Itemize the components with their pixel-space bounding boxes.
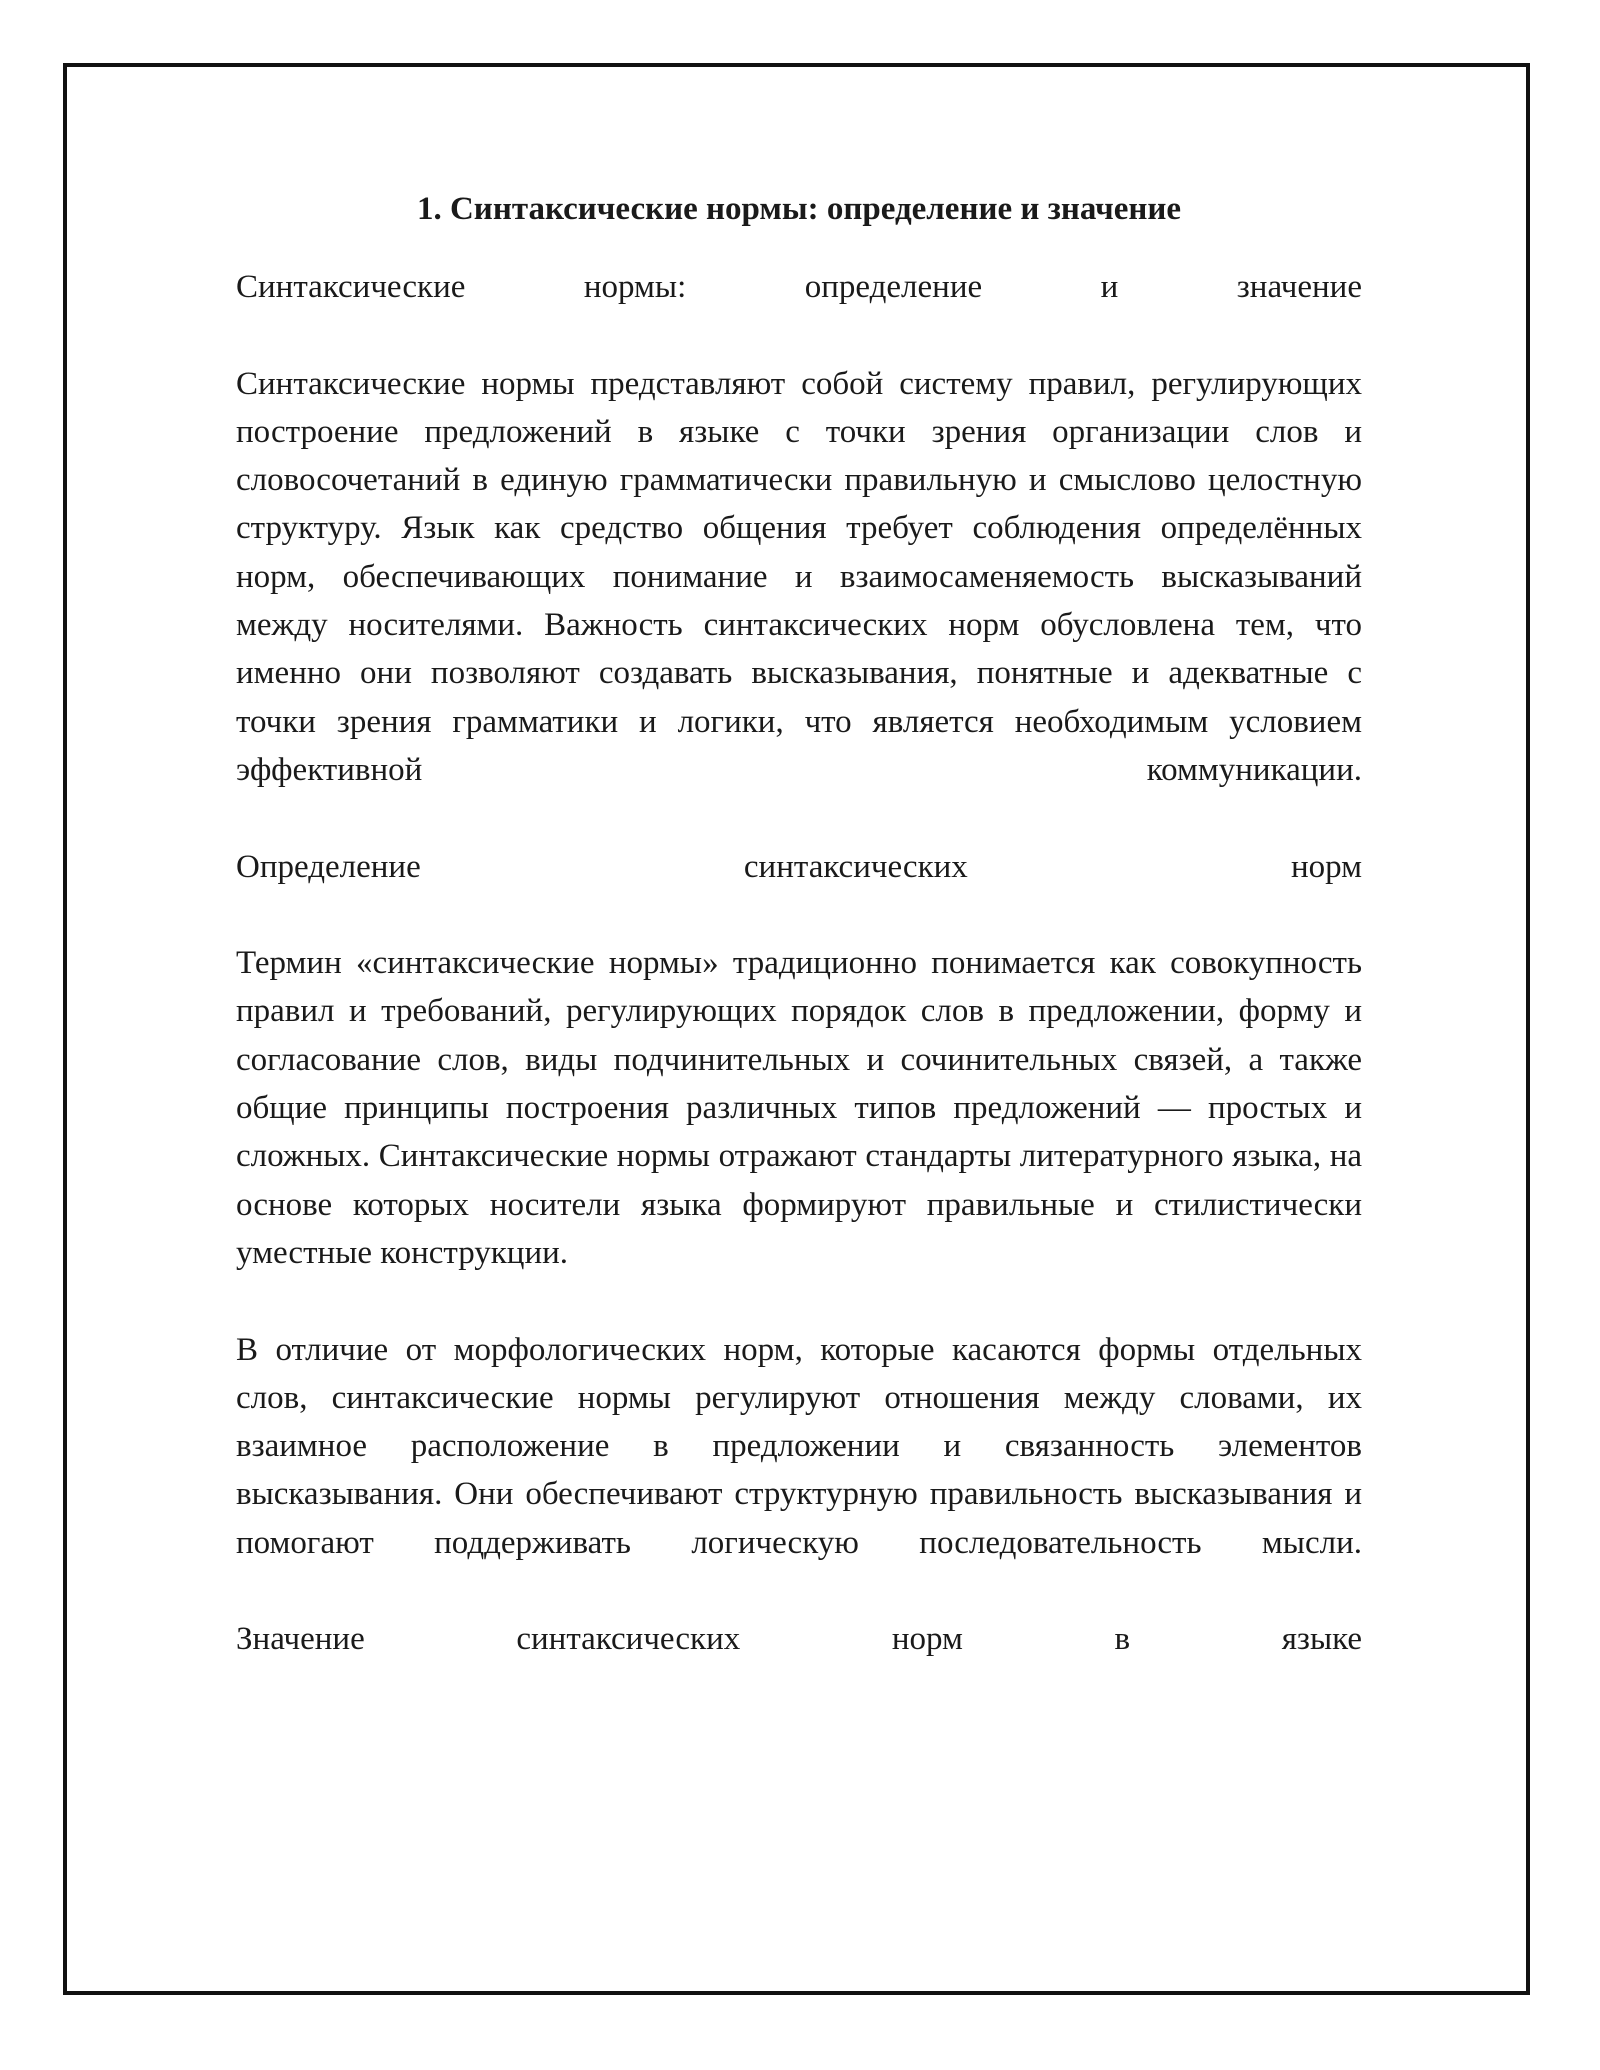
paragraph-definition-body: Термин «синтаксические нормы» традиционно понимается как совокупность правил и требований, регулирующих порядок слов в предложении, форму и согласование слов, виды подчинительных и сочинительных связей, а также общие принципы построения различных типов предложений — простых и сложных. Синтаксические нормы отражают стандарты литературного языка, на основе которых носители языка формируют правильные и стилистически уместные конструкции. <box>236 945 1362 1271</box>
paragraph-subtitle-repeat: Синтаксические нормы: определение и значение <box>236 269 1362 305</box>
document-body <box>236 185 1362 1664</box>
paragraph-gap <box>236 1277 1362 1325</box>
paragraph-gap <box>236 891 1362 939</box>
paragraph-gap <box>236 1567 1362 1615</box>
paragraph-gap <box>236 794 1362 842</box>
document-heading: 1. Синтаксические нормы: определение и значение <box>416 191 1182 227</box>
paragraph-morphology-contrast: В отличие от морфологических норм, которые касаются формы отдельных слов, синтаксические нормы регулируют отношения между словами, их взаимное расположение в предложении и связанность элементов высказывания. Они обеспечивают структурную правильность высказывания и помогают поддерживать логическую последовательность мысли. <box>236 1331 1362 1561</box>
paragraph-intro: Синтаксические нормы представляют собой систему правил, регулирующих построение предложений в языке с точки зрения организации слов и словосочетаний в единую грамматически правильную и смыслово целостную структуру. Язык как средство общения требует соблюдения определённых норм, обеспечивающих понимание и взаимосаменяемость высказываний между носителями. Важность синтаксических норм обусловлена тем, что именно они позволяют создавать высказывания, понятные и адекватные с точки зрения грамматики и логики, что является необходимым условием эффективной коммуникации. <box>236 365 1362 788</box>
paragraph-gap <box>236 311 1362 359</box>
paragraph-section-significance: Значение синтаксических норм в языке <box>236 1621 1362 1658</box>
paragraph-section-definition: Определение синтаксических норм <box>236 848 1362 885</box>
